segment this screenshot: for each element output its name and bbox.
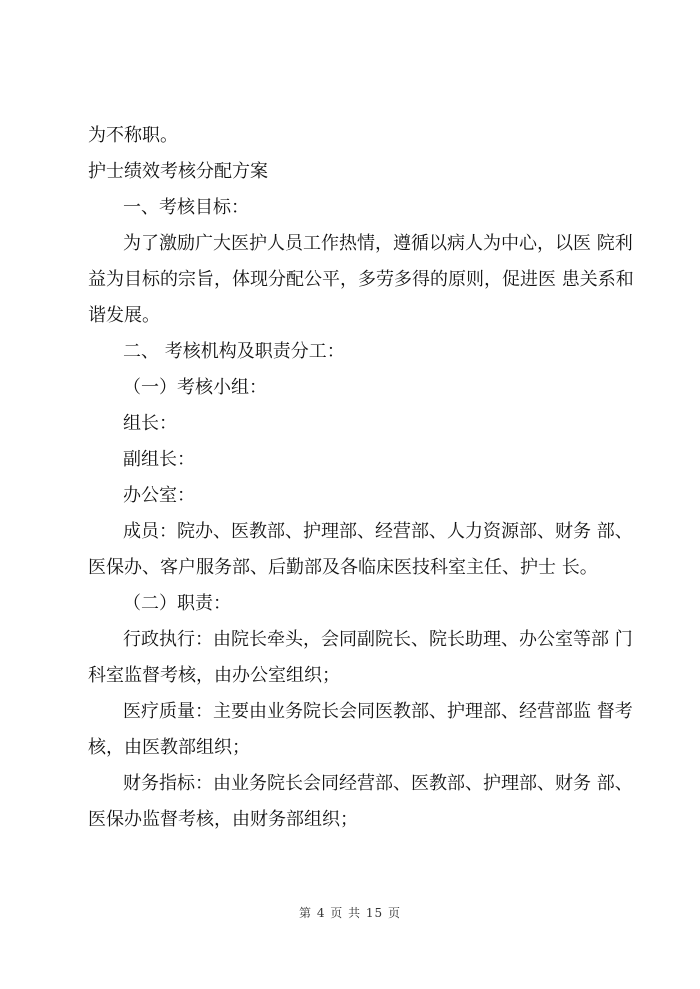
text-line: 成员：院办、医教部、护理部、经营部、人力资源部、财务 部、 bbox=[123, 521, 633, 542]
section-title: 护士绩效考核分配方案 bbox=[88, 161, 268, 182]
text-line: 副组长： bbox=[123, 449, 195, 470]
heading-organization: 二、 考核机构及职责分工： bbox=[123, 341, 345, 362]
text-line: 财务指标：由业务院长会同经营部、医教部、护理部、财务 部、 bbox=[123, 773, 633, 794]
text-line: 谐发展。 bbox=[88, 305, 160, 326]
subheading-team: （一）考核小组： bbox=[123, 377, 267, 398]
page-number: 第 4 页 共 15 页 bbox=[299, 906, 401, 920]
text-line: 医疗质量：主要由业务院长会同医教部、护理部、经营部监 督考 bbox=[123, 701, 633, 722]
document-body bbox=[88, 118, 646, 838]
text-line: 组长： bbox=[123, 413, 177, 434]
text-line: 益为目标的宗旨，体现分配公平，多劳多得的原则，促进医 患关系和 bbox=[88, 269, 634, 290]
text-line: 医保办、客户服务部、后勤部及各临床医技科室主任、护士 长。 bbox=[88, 557, 598, 578]
text-line: 行政执行：由院长牵头，会同副院长、院长助理、办公室等部 门 bbox=[123, 629, 633, 650]
subheading-duties: （二）职责： bbox=[123, 593, 231, 614]
text-line: 为了激励广大医护人员工作热情，遵循以病人为中心，以医 院利 bbox=[123, 233, 633, 254]
text-line: 核，由医教部组织； bbox=[88, 737, 250, 758]
text-line: 办公室： bbox=[123, 485, 195, 506]
text-line: 科室监督考核，由办公室组织； bbox=[88, 665, 340, 686]
text-line: 医保办监督考核，由财务部组织； bbox=[88, 809, 358, 830]
text-line: 为不称职。 bbox=[88, 125, 178, 146]
heading-assessment-goal: 一、考核目标： bbox=[123, 197, 249, 218]
